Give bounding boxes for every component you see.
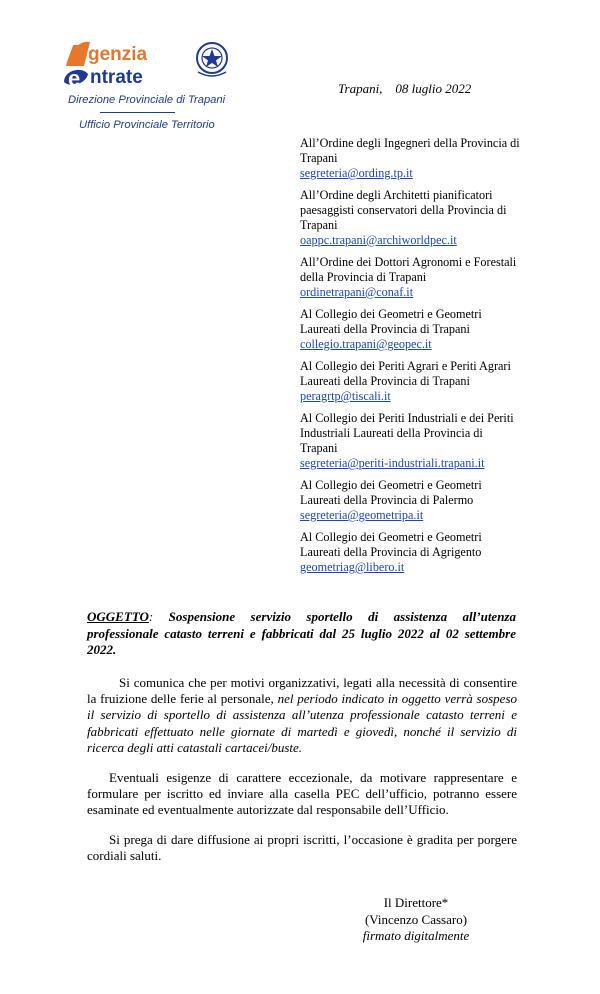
recipient-email-link[interactable]: oappc.trapani@archiworldpec.it bbox=[300, 233, 457, 247]
recipient-name: All’Ordine degli Ingegneri della Provincia di Trapani bbox=[300, 136, 520, 165]
recipient-list bbox=[300, 136, 522, 582]
recipient-block bbox=[300, 359, 522, 404]
recipient-name: Al Collegio dei Periti Industriali e dei Periti Industriali Laureati della Provincia di Trapani bbox=[300, 411, 514, 455]
recipient-block bbox=[300, 255, 522, 300]
recipient-name: Al Collegio dei Geometri e Geometri Laureati della Provincia di Palermo bbox=[300, 478, 482, 507]
signature-block bbox=[360, 895, 472, 945]
recipient-name: All’Ordine dei Dottori Agronomi e Forestali della Provincia di Trapani bbox=[300, 255, 517, 284]
recipient-name: Al Collegio dei Geometri e Geometri Laureati della Provincia di Trapani bbox=[300, 307, 482, 336]
body-paragraph-3: Si prega di dare diffusione ai propri iscritti, l’occasione è gradita per porgere cordiali saluti. bbox=[87, 832, 517, 864]
recipient-block bbox=[300, 188, 522, 248]
recipient-name: Al Collegio dei Periti Agrari e Periti Agrari Laureati della Provincia di Trapani bbox=[300, 359, 511, 388]
agenzia-entrate-logo bbox=[60, 36, 230, 94]
recipient-email-link[interactable]: collegio.trapani@geopec.it bbox=[300, 337, 432, 351]
recipient-email-link[interactable]: peragrtp@tiscali.it bbox=[300, 389, 391, 403]
recipient-email-link[interactable]: geometriag@libero.it bbox=[300, 560, 405, 574]
recipient-email-link[interactable]: segreteria@periti-industriali.trapani.it bbox=[300, 456, 485, 470]
recipient-block bbox=[300, 478, 522, 523]
subject-block bbox=[87, 609, 516, 659]
body-paragraph-1-plain: Si comunica che per motivi organizzativi, legati alla necessità di consentire la fruizione delle ferie al personale, bbox=[87, 675, 517, 707]
office-direction: Direzione Provinciale di Trapani bbox=[68, 94, 226, 106]
recipient-block bbox=[300, 307, 522, 352]
recipient-name: Al Collegio dei Geometri e Geometri Laureati della Provincia di Agrigento bbox=[300, 530, 482, 559]
recipient-email-link[interactable]: segreteria@ording.tp.it bbox=[300, 166, 413, 180]
subject-colon: : bbox=[148, 609, 154, 624]
logo-word-genzia: genzia bbox=[88, 44, 148, 65]
logo-word-ntrate: ntrate bbox=[90, 67, 143, 88]
body-paragraph-1-italic: nel periodo indicato in oggetto verrà sospeso il servizio di sportello di assistenza all’utenza professionale catasto terreni e fabbricati effettuato nelle giornate di martedì e giovedì, nonché il servizio di ricerca degli atti catastali cartacei/buste. bbox=[87, 691, 517, 755]
office-unit: Ufficio Provinciale Territorio bbox=[79, 119, 215, 131]
recipient-email-link[interactable]: ordinetrapani@conaf.it bbox=[300, 285, 414, 299]
recipient-block bbox=[300, 136, 522, 181]
recipient-email-link[interactable]: segreteria@geometripa.it bbox=[300, 508, 424, 522]
office-divider bbox=[100, 112, 175, 113]
recipient-name: All’Ordine degli Architetti pianificatori paesaggisti conservatori della Provincia di Trapani bbox=[300, 188, 507, 232]
recipient-block bbox=[300, 530, 522, 575]
subject-text: Sospensione servizio sportello di assistenza all’utenza professionale catasto terreni e fabbricati dal 25 luglio 2022 al 02 settembre 2022. bbox=[87, 609, 516, 657]
signature-digital-note: firmato digitalmente bbox=[362, 928, 470, 943]
recipient-block bbox=[300, 411, 522, 471]
signature-title: Il Direttore* bbox=[383, 895, 449, 910]
subject-label: OGGETTO bbox=[87, 609, 149, 624]
body-paragraph-2: Eventuali esigenze di carattere eccezionale, da motivare rappresentare e formulare per iscritto ed inviare alla casella PEC dell’ufficio, potranno essere esaminate ed eventualmente autorizzate dal responsabile dell’Ufficio. bbox=[87, 770, 517, 818]
signature-name: (Vincenzo Cassaro) bbox=[364, 911, 468, 927]
place-date: Trapani, 08 luglio 2022 bbox=[338, 81, 472, 96]
logo-letter-e: e bbox=[68, 66, 81, 91]
logo-letter-a: A bbox=[66, 39, 85, 69]
body-paragraph-1 bbox=[87, 675, 517, 756]
